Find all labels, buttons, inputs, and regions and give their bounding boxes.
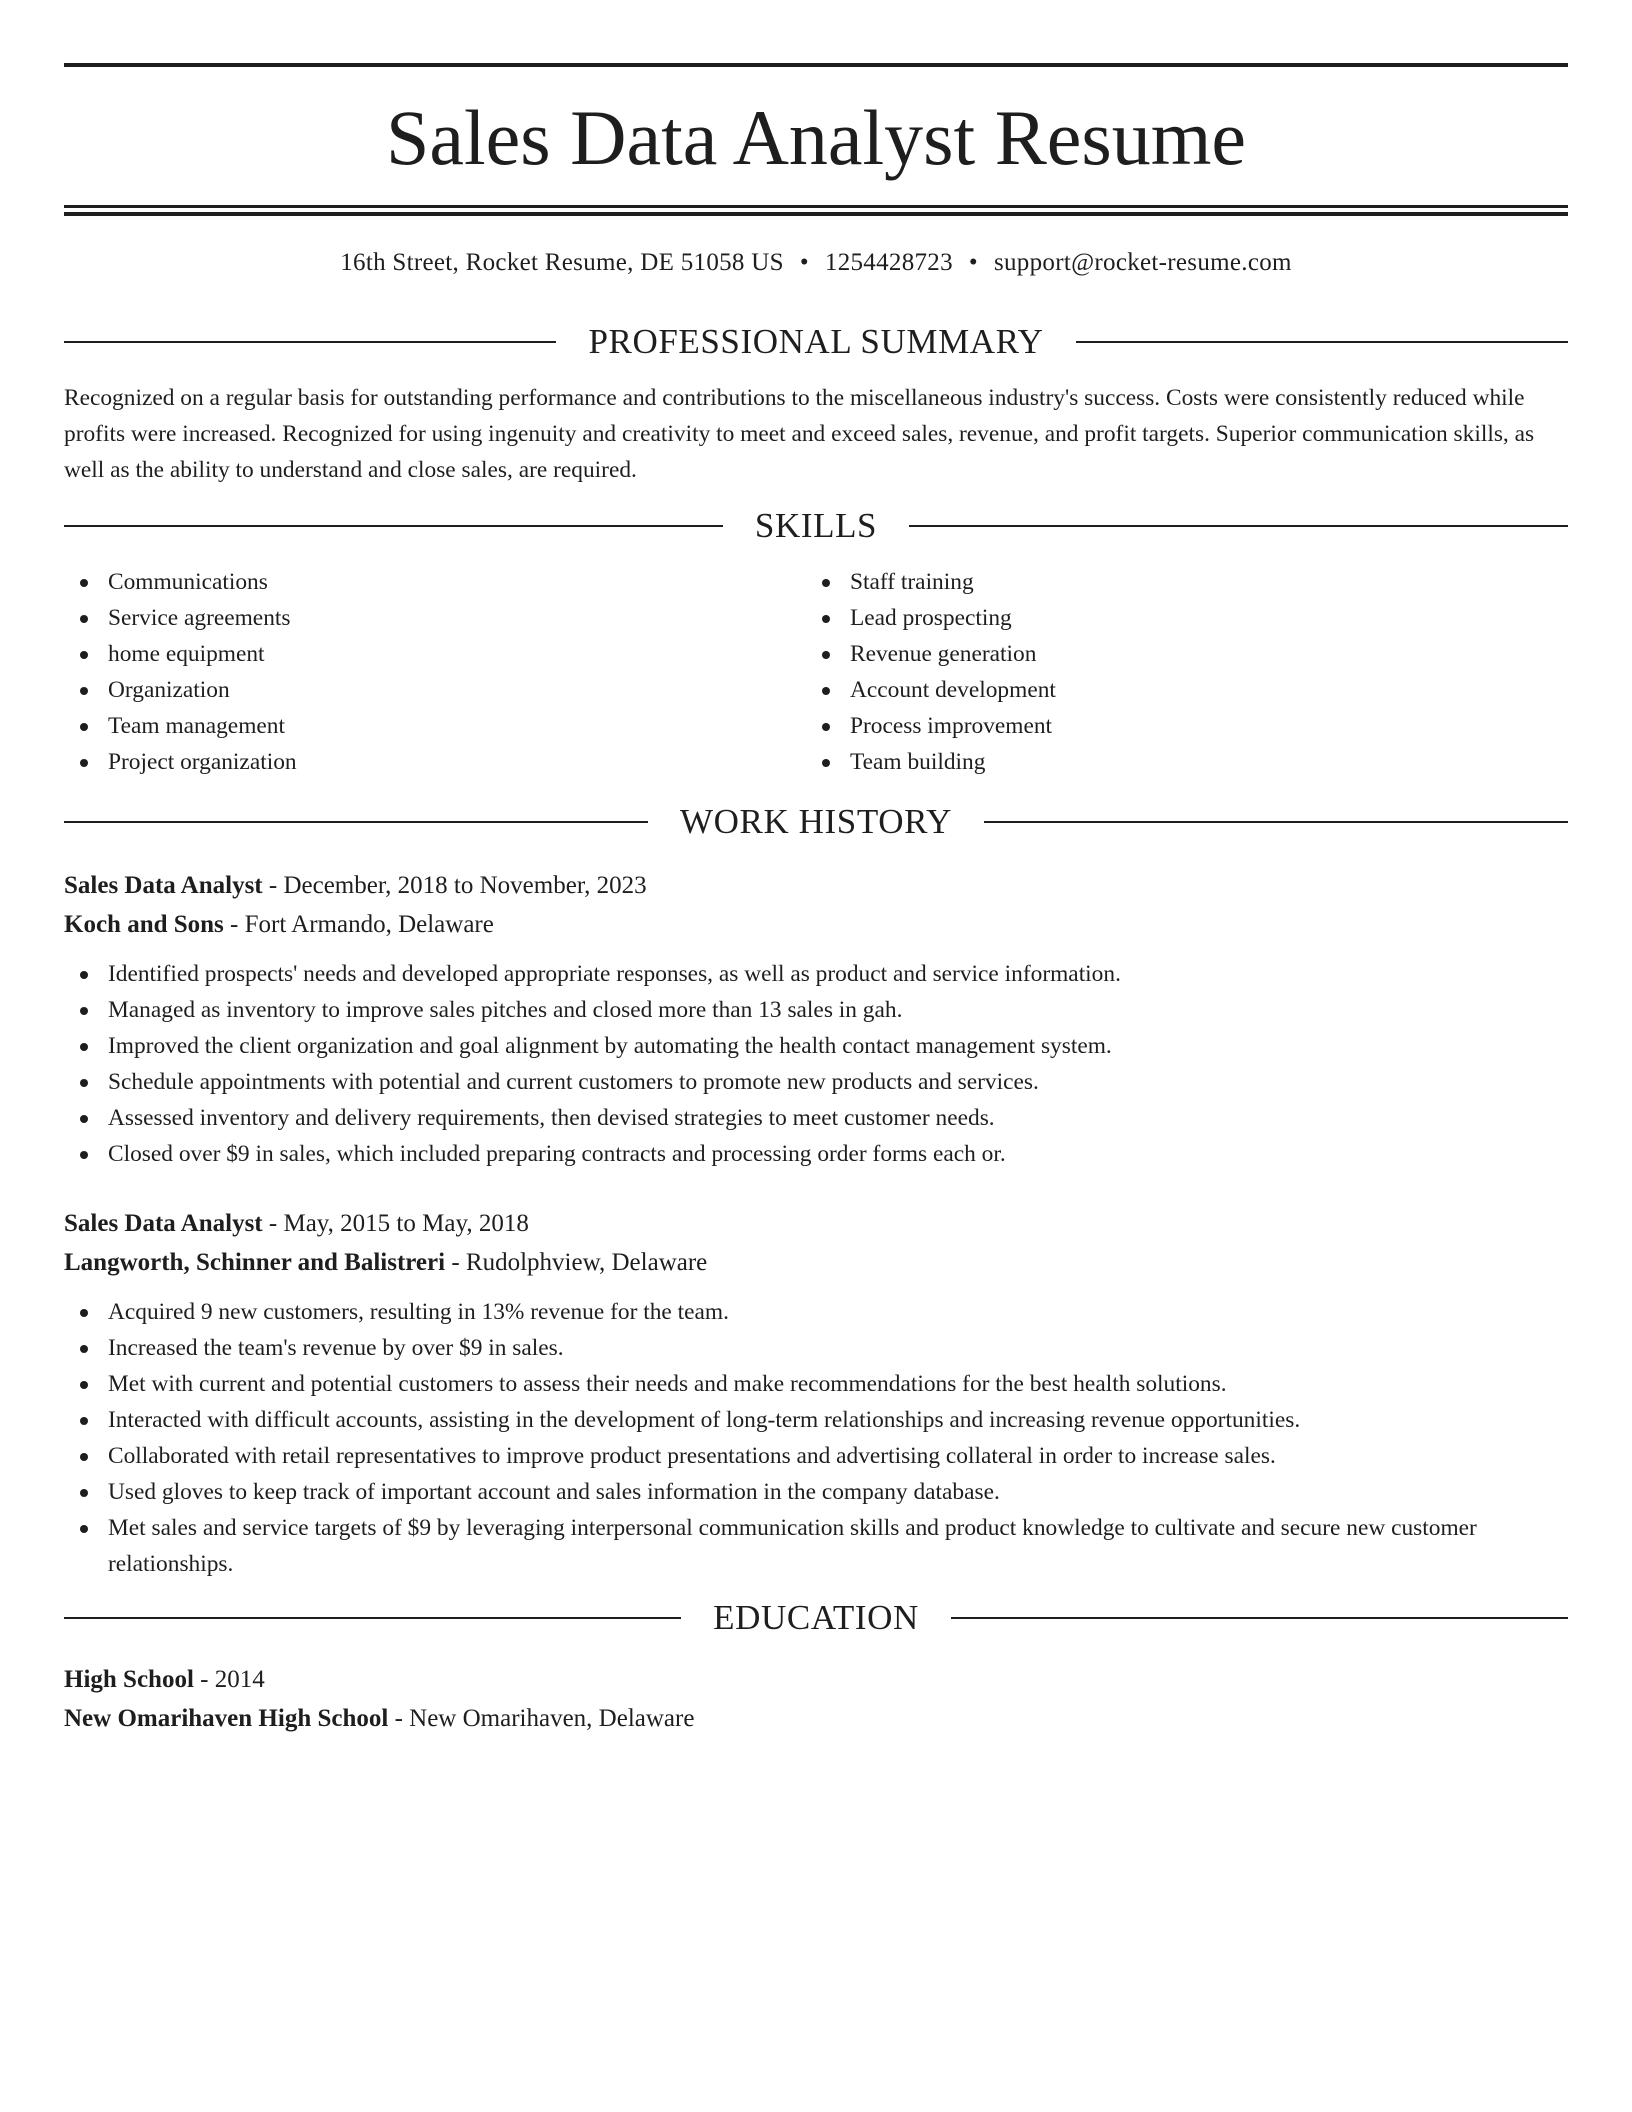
skill-item: Project organization	[64, 744, 806, 780]
job-company: Koch and Sons	[64, 911, 224, 938]
summary-text: Recognized on a regular basis for outstanding performance and contributions to the miscellaneous industry's success. Costs were consistently reduced while profits were increased. Recognized for using ingenuity and creativity to meet and exceed sales, revenue, and profit targets. Superior communication skills, as well as the ability to understand and close sales, are required.	[64, 385, 1535, 483]
job-bullet: Interacted with difficult accounts, assisting in the development of long-term relationships and increasing revenue opportunities.	[64, 1402, 1568, 1438]
divider-line	[951, 1617, 1568, 1619]
job-bullet: Assessed inventory and delivery requirements, then devised strategies to meet customer needs.	[64, 1100, 1568, 1136]
skill-item: Team building	[806, 744, 1548, 780]
skills-list	[64, 564, 1568, 780]
job-bullet: Increased the team's revenue by over $9 in sales.	[64, 1330, 1568, 1366]
section-work-heading	[64, 800, 1568, 844]
top-rule	[64, 63, 1568, 67]
section-education-heading	[64, 1596, 1568, 1640]
skill-item: Account development	[806, 672, 1548, 708]
divider-line	[909, 525, 1568, 527]
education-year: - 2014	[193, 1666, 265, 1693]
section-education-label: EDUCATION	[713, 1598, 919, 1637]
skill-item: Staff training	[806, 564, 1548, 600]
skill-item: Service agreements	[64, 600, 806, 636]
education-degree: High School	[64, 1666, 194, 1693]
section-summary-heading	[64, 320, 1568, 364]
divider-line	[64, 821, 648, 823]
divider-line	[984, 821, 1568, 823]
job-title: Sales Data Analyst	[64, 872, 263, 899]
skills-column-right	[806, 564, 1548, 780]
contact-email: support@rocket-resume.com	[993, 249, 1292, 276]
contact-phone: 1254428723	[824, 249, 953, 276]
divider-line	[1076, 341, 1568, 343]
skill-item: Team management	[64, 708, 806, 744]
contact-line	[64, 244, 1568, 282]
contact-address: 16th Street, Rocket Resume, DE 51058 US	[340, 249, 784, 276]
contact-separator: •	[799, 249, 809, 276]
resume-page	[64, 0, 1568, 1738]
education-degree-line	[64, 1660, 1568, 1699]
job-bullet: Managed as inventory to improve sales pitches and closed more than 13 sales in gah.	[64, 992, 1568, 1028]
job-dates: - May, 2015 to May, 2018	[262, 1210, 529, 1237]
job-company-line	[64, 1243, 1568, 1282]
contact-separator: •	[968, 249, 978, 276]
section-skills-heading	[64, 504, 1568, 548]
job-bullet: Improved the client organization and goal alignment by automating the health contact management system.	[64, 1028, 1568, 1064]
job-company-line	[64, 905, 1568, 944]
job-bullet: Closed over $9 in sales, which included preparing contracts and processing order forms each or.	[64, 1136, 1568, 1172]
skill-item: Communications	[64, 564, 806, 600]
job-location: - Fort Armando, Delaware	[223, 911, 494, 938]
section-summary-label: PROFESSIONAL SUMMARY	[588, 322, 1044, 361]
job-bullet: Collaborated with retail representatives to improve product presentations and advertising collateral in order to increase sales.	[64, 1438, 1568, 1474]
job-bullet: Acquired 9 new customers, resulting in 13% revenue for the team.	[64, 1294, 1568, 1330]
section-work-label: WORK HISTORY	[680, 802, 952, 841]
job-location: - Rudolphview, Delaware	[445, 1249, 708, 1276]
education-school-line	[64, 1699, 1568, 1738]
skill-item: home equipment	[64, 636, 806, 672]
job-dates: - December, 2018 to November, 2023	[262, 872, 647, 899]
skills-column-left	[64, 564, 806, 780]
job-bullets	[64, 956, 1568, 1172]
education-school: New Omarihaven High School	[64, 1705, 389, 1732]
title-double-rule	[64, 205, 1568, 216]
job-bullet: Used gloves to keep track of important account and sales information in the company database.	[64, 1474, 1568, 1510]
section-skills-label: SKILLS	[754, 506, 878, 545]
job-company: Langworth, Schinner and Balistreri	[64, 1249, 446, 1276]
job-title-line	[64, 1204, 1568, 1243]
job-bullets	[64, 1294, 1568, 1582]
divider-line	[64, 525, 723, 527]
divider-line	[64, 341, 556, 343]
job-entry	[64, 1204, 1568, 1582]
job-bullet: Identified prospects' needs and developed appropriate responses, as well as product and service information.	[64, 956, 1568, 992]
page-title: Sales Data Analyst Resume	[385, 94, 1247, 181]
skill-item: Process improvement	[806, 708, 1548, 744]
job-bullet: Met sales and service targets of $9 by leveraging interpersonal communication skills and product knowledge to cultivate and secure new customer relationships.	[64, 1510, 1568, 1582]
skill-item: Revenue generation	[806, 636, 1548, 672]
education-location: - New Omarihaven, Delaware	[388, 1705, 695, 1732]
job-entry	[64, 866, 1568, 1172]
job-title-line	[64, 866, 1568, 905]
education-entry	[64, 1660, 1568, 1738]
skill-item: Lead prospecting	[806, 600, 1548, 636]
job-bullet: Met with current and potential customers to assess their needs and make recommendations for the best health solutions.	[64, 1366, 1568, 1402]
divider-line	[64, 1617, 681, 1619]
skill-item: Organization	[64, 672, 806, 708]
job-title: Sales Data Analyst	[64, 1210, 263, 1237]
job-bullet: Schedule appointments with potential and current customers to promote new products and services.	[64, 1064, 1568, 1100]
